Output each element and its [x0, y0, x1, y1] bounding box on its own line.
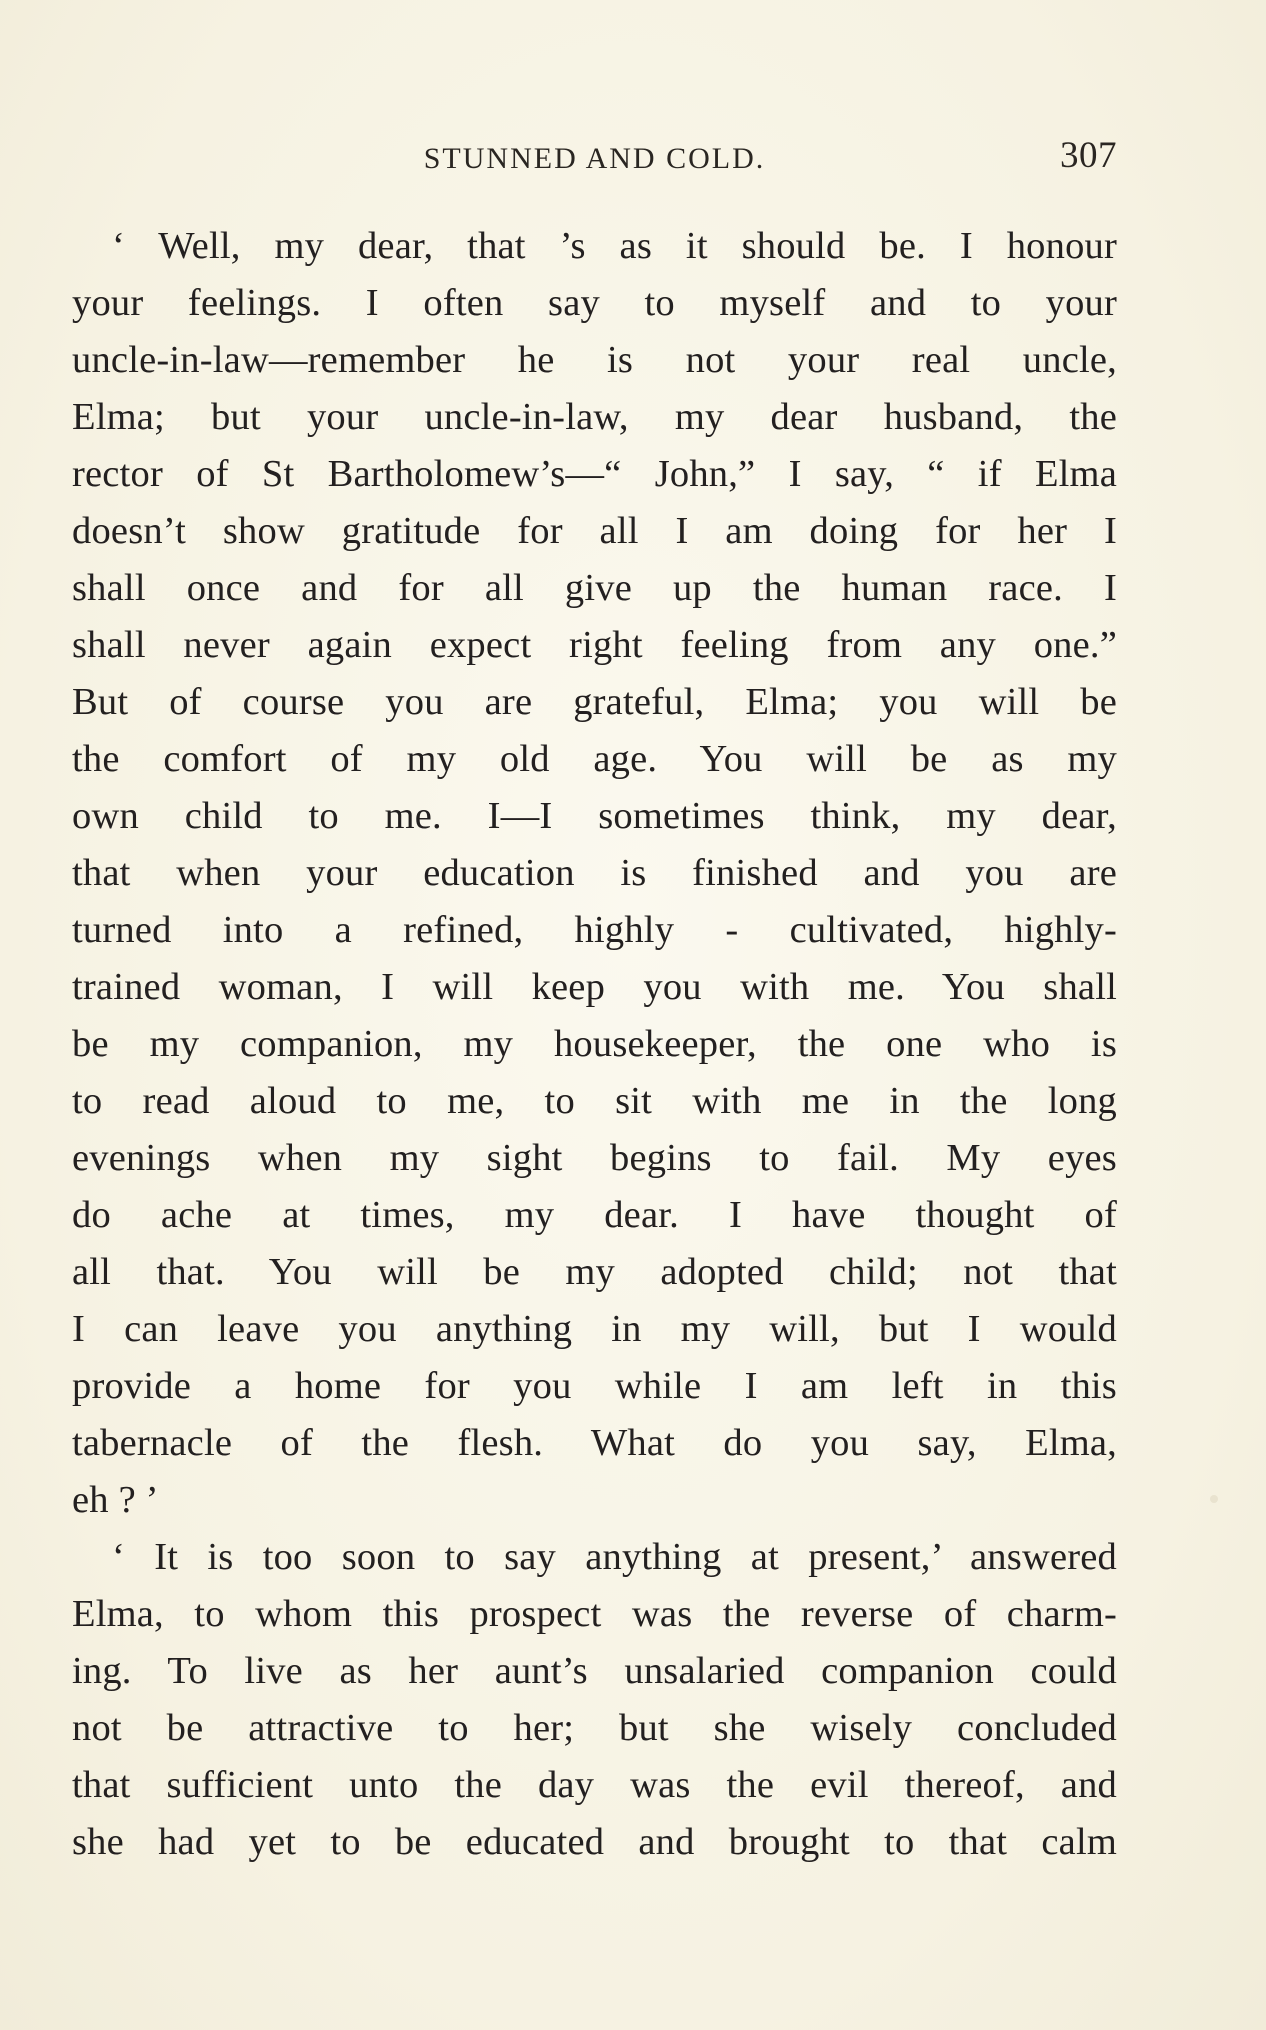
text-line: But of course you are grateful, Elma; you will be: [72, 681, 1117, 723]
text-line: do ache at times, my dear. I have thought of: [72, 1194, 1117, 1236]
text-line: to read aloud to me, to sit with me in the long: [72, 1080, 1117, 1122]
text-line: shall never again expect right feeling from any one.”: [72, 624, 1117, 666]
text-line: your feelings. I often say to myself and to your: [72, 282, 1117, 324]
text-line: be my companion, my housekeeper, the one who is: [72, 1023, 1117, 1065]
text-line: that when your education is finished and you are: [72, 852, 1117, 894]
text-line: ‘ Well, my dear, that ’s as it should be. I honour: [112, 225, 1117, 267]
text-line: turned into a refined, highly - cultivated, highly-: [72, 909, 1117, 951]
text-line: ing. To live as her aunt’s unsalaried companion could: [72, 1650, 1117, 1692]
text-line: Elma, to whom this prospect was the reverse of charm-: [72, 1593, 1117, 1635]
text-line: I can leave you anything in my will, but I would: [72, 1308, 1117, 1350]
text-line: evenings when my sight begins to fail. My eyes: [72, 1137, 1117, 1179]
text-line: all that. You will be my adopted child; not that: [72, 1251, 1117, 1293]
text-line: ‘ It is too soon to say anything at present,’ answered: [112, 1536, 1117, 1578]
text-line: uncle-in-law—remember he is not your real uncle,: [72, 339, 1117, 381]
text-line: rector of St Bartholomew’s—“ John,” I say, “ if Elma: [72, 453, 1117, 495]
page-number: 307: [1060, 135, 1117, 176]
text-line: the comfort of my old age. You will be as my: [72, 738, 1117, 780]
page-header: [72, 135, 1117, 188]
text-line: eh ? ’: [72, 1479, 159, 1521]
text-line: own child to me. I—I sometimes think, my dear,: [72, 795, 1117, 837]
text-line: doesn’t show gratitude for all I am doing for her I: [72, 510, 1117, 552]
text-line: that sufficient unto the day was the evil thereof, and: [72, 1764, 1117, 1806]
running-head: STUNNED AND COLD.: [423, 142, 766, 175]
text-line: tabernacle of the flesh. What do you say, Elma,: [72, 1422, 1117, 1464]
text-line: trained woman, I will keep you with me. You shall: [72, 966, 1117, 1008]
body-text: [72, 218, 1117, 1871]
text-line: she had yet to be educated and brought to that calm: [72, 1821, 1117, 1863]
text-line: shall once and for all give up the human race. I: [72, 567, 1117, 609]
text-line: provide a home for you while I am left in this: [72, 1365, 1117, 1407]
text-line: Elma; but your uncle-in-law, my dear husband, the: [72, 396, 1117, 438]
text-line: not be attractive to her; but she wisely concluded: [72, 1707, 1117, 1749]
paper-speck: [1210, 1495, 1218, 1503]
